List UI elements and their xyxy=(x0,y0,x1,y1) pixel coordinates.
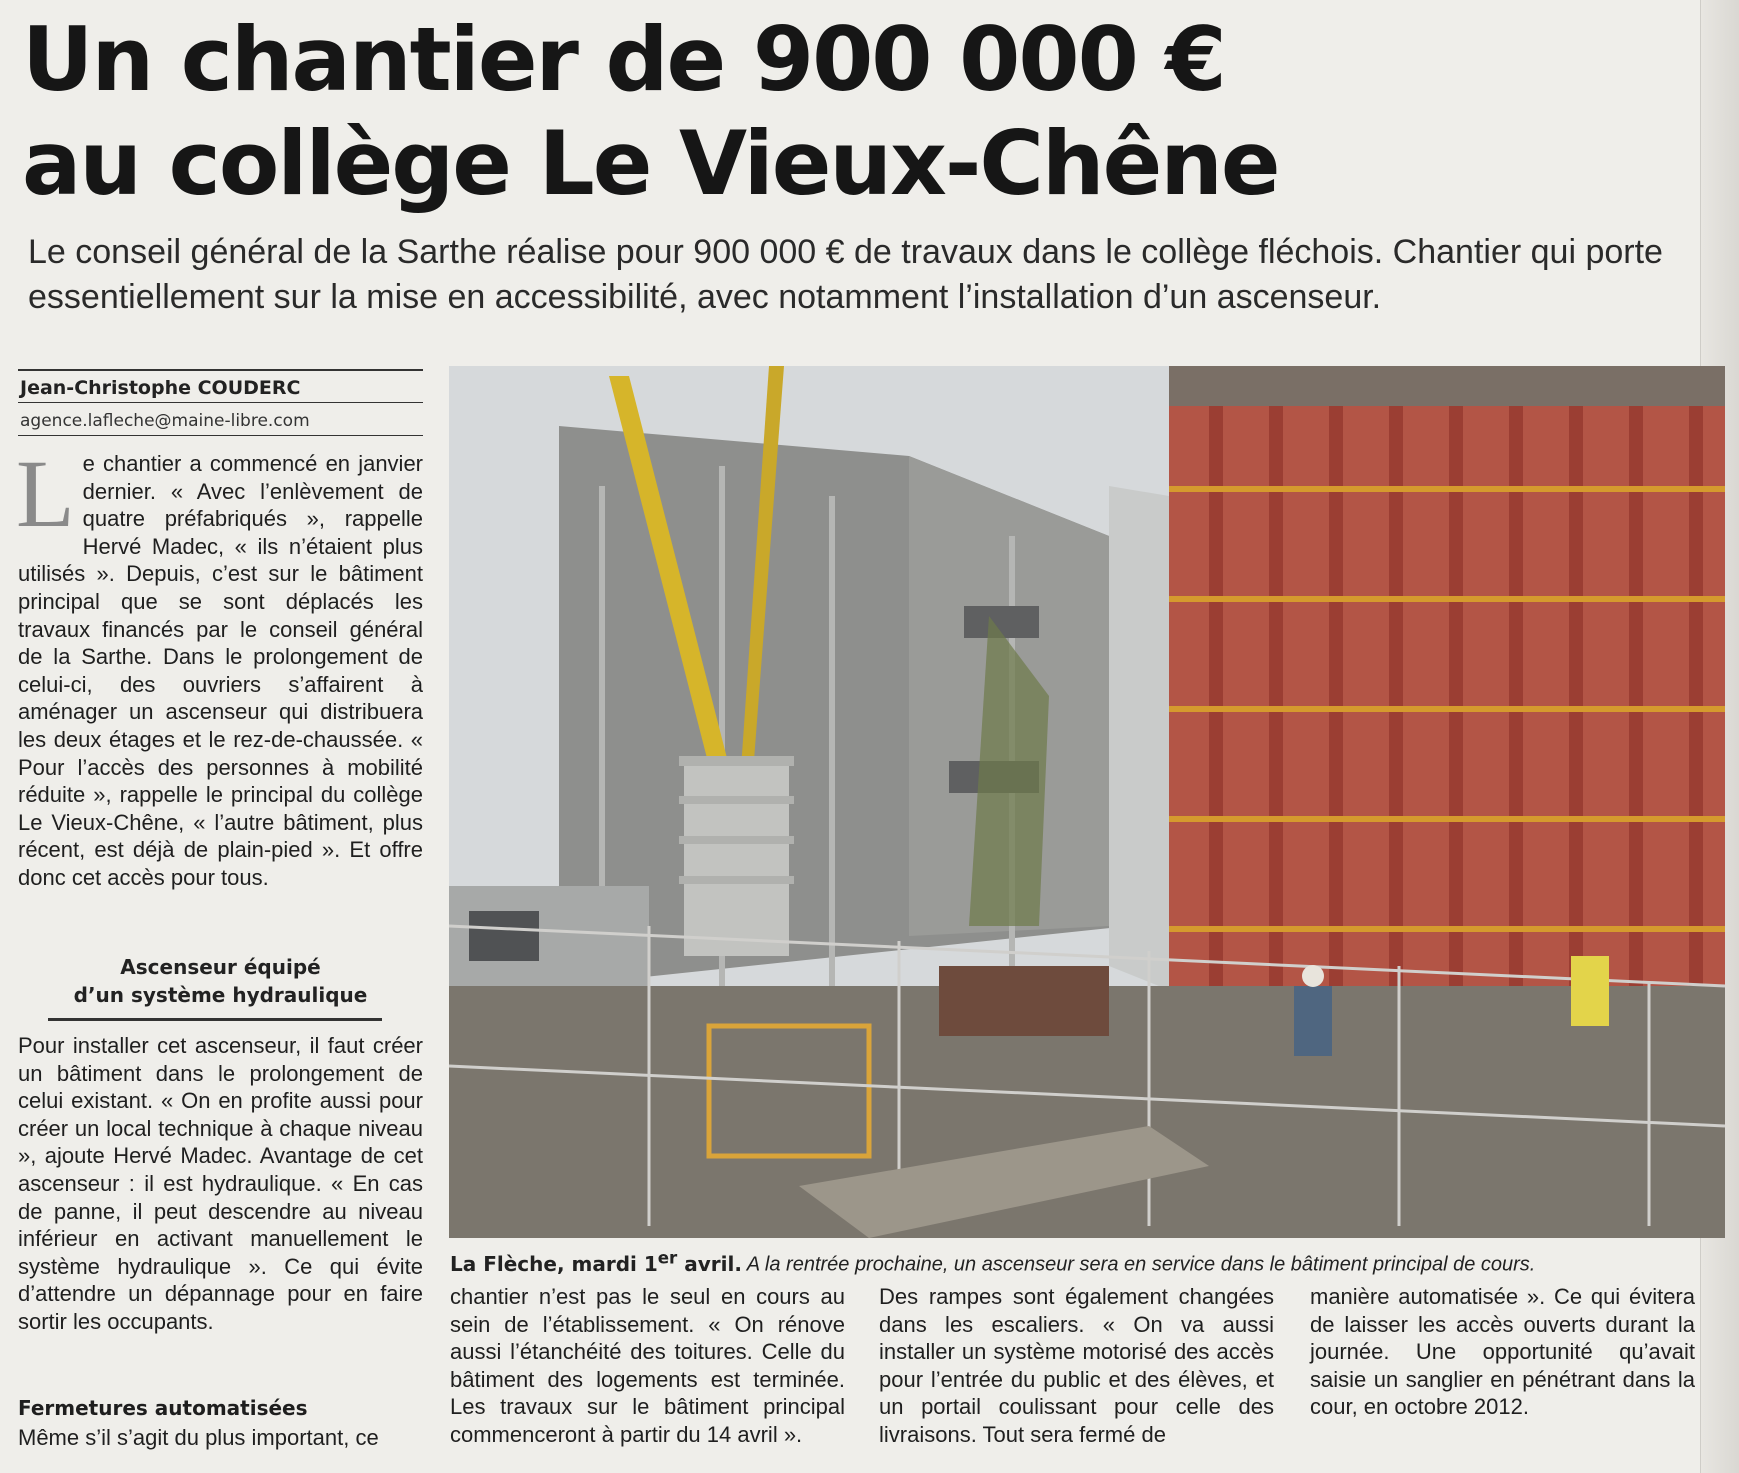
column-1-intro xyxy=(16,440,423,892)
intro-paragraph: e chantier a commencé en janvier dernier. « Avec l’enlèvement de quatre préfabriqués », rappelle Hervé Madec, « ils n’étaient plus utilisés ». Depuis, c’est sur le bâtiment principal que se sont déplacés les travaux financés par le conseil général de la Sarthe. Dans le prolongement de celui-ci, des ouvriers s’affairent à aménager un ascenseur qui distribuera les deux étages et le rez-de-chaussée. « Pour l’accès des personnes à mobilité réduite », rappelle le principal du collège Le Vieux-Chêne, « l’autre bâtiment, plus récent, est déjà de plain-pied ». Et offre donc cet accès pour tous. xyxy=(18,451,423,890)
elevator-paragraph: Pour installer cet ascenseur, il faut créer un bâtiment dans le prolongement de celui existant. « On en profite aussi pour créer un local technique à chaque niveau », ajoute Hervé Madec. Avantage de cet ascenseur : il est hydraulique. « En cas de panne, il peut descendre au niveau inférieur en activant manuellement le système hydraulique ». Ce qui évite d’attendre un dépannage pour en faire sortir les occupants. xyxy=(18,1033,423,1334)
byline-top-rule xyxy=(18,369,423,371)
photo-illustration xyxy=(449,366,1725,1238)
column-3-text: Des rampes sont également changées dans les escaliers. « On va aussi installer un système motorisé des accès pour l’entrée du public et des élèves, et un portail coulissant pour celle des livraisons. Tout sera fermé de xyxy=(879,1284,1274,1447)
photo-caption xyxy=(450,1248,1720,1277)
column-1-tail xyxy=(18,1424,423,1452)
closing-paragraph-start: Même s’il s’agit du plus important, ce xyxy=(18,1425,379,1450)
author-byline: Jean-Christophe COUDERC xyxy=(20,377,301,399)
drop-cap: L xyxy=(16,440,75,547)
lede-paragraph: Le conseil général de la Sarthe réalise pour 900 000 € de travaux dans le collège fléchois. Chantier qui porte essentiellement sur la mise en accessibilité, avec notamment l’installation d’un ascenseur. xyxy=(28,233,1663,316)
intertitle: Fermetures automatisées xyxy=(18,1396,308,1420)
subheading xyxy=(18,953,423,1009)
column-4 xyxy=(1310,1283,1695,1421)
subheading-rule xyxy=(48,1018,382,1021)
byline-bottom-rule xyxy=(18,435,423,436)
column-2 xyxy=(450,1283,845,1449)
caption-text: A la rentrée prochaine, un ascenseur sera en service dans le bâtiment principal de cours. xyxy=(741,1253,1536,1276)
construction-site-photo xyxy=(449,366,1725,1238)
column-1-body xyxy=(18,1032,423,1336)
column-4-text: manière automatisée ». Ce qui évitera de laisser les accès ouverts durant la journée. Une opportunité qu’avait saisie un sanglier en pénétrant dans la cour, en octobre 2012. xyxy=(1310,1284,1695,1420)
subheading-line-2: d’un système hydraulique xyxy=(73,983,368,1007)
byline-middle-rule xyxy=(18,402,423,403)
caption-place-date: La Flèche, mardi 1er avril. xyxy=(450,1248,742,1276)
subheading-line-1: Ascenseur équipé xyxy=(120,955,321,979)
column-2-text: chantier n’est pas le seul en cours au sein de l’établissement. « On rénove aussi l’étanchéité des toitures. Celle du bâtiment des logements est terminée. Les travaux sur le bâtiment principal commenceront à partir du 14 avril ». xyxy=(450,1284,845,1447)
author-email: agence.lafleche@maine-libre.com xyxy=(20,411,310,431)
headline-line-1: Un chantier de 900 000 € xyxy=(22,8,1225,111)
column-3 xyxy=(879,1283,1274,1449)
headline xyxy=(22,8,1422,216)
headline-line-2: au collège Le Vieux-Chêne xyxy=(22,112,1279,215)
